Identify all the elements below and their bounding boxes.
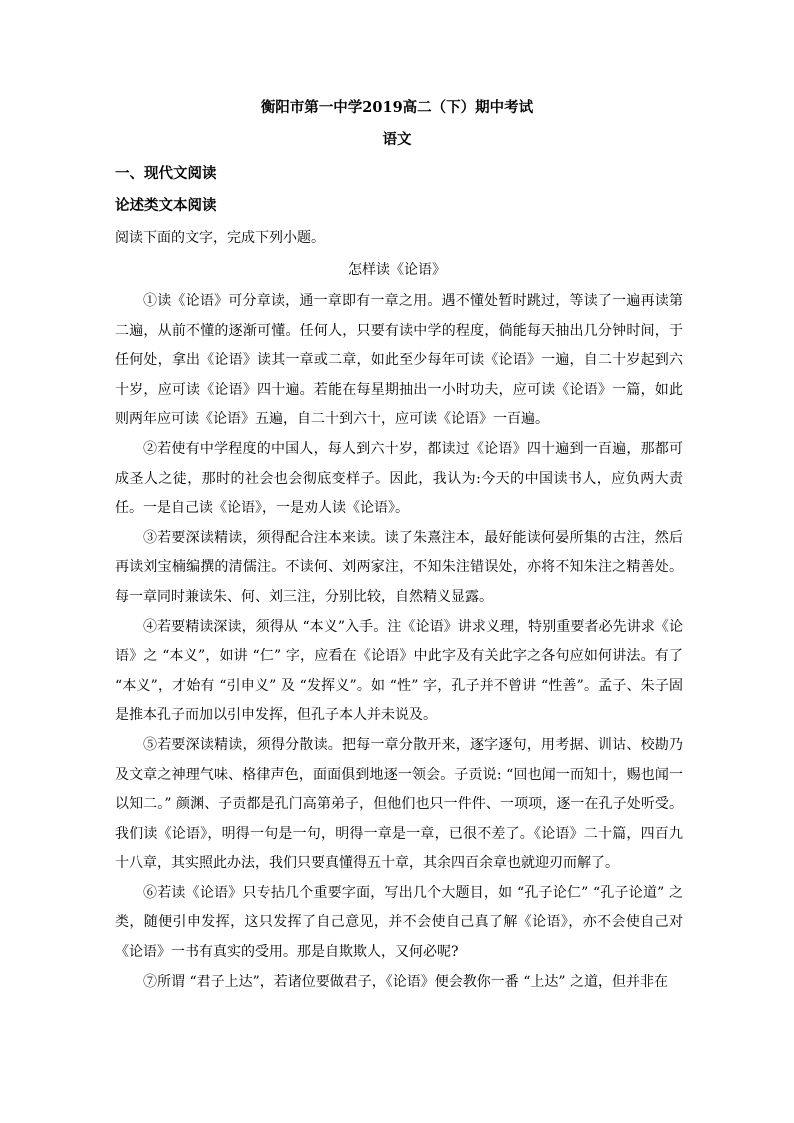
paragraph-6: ⑥若读《论语》只专拈几个重要字面，写出几个大题目，如 “孔子论仁” “孔子论道” 之类，随便引申发挥，这只发挥了自己意见，并不会使自己真了解《论语》，亦不会使自己对《论语》一书有真实的受用。那是自欺欺人，又何必呢? <box>115 884 683 961</box>
essay-body <box>115 287 683 997</box>
section-heading: 一、现代文阅读 <box>115 165 217 182</box>
exam-title: 衡阳市第一中学2019高二（下）期中考试 <box>260 99 534 116</box>
paragraph-3: ③若要深读精读，须得配合注本来读。读了朱熹注本，最好能读何晏所集的古注，然后再读刘宝楠编撰的清儒注。不读何、刘两家注，不知朱注错误处，亦将不知朱注之精善处。每一章同时兼读朱、何、刘三注，分别比较，自然精义显露。 <box>115 529 683 605</box>
essay-title: 怎样读《论语》 <box>348 262 446 278</box>
paragraph-2: ②若使有中学程度的中国人，每人到六十岁，都读过《论语》四十遍到一百遍，那都可成圣人之徒，那时的社会也会彻底变样子。因此，我认为:今天的中国读书人，应负两大责任。一是自己读《论语》，一是劝人读《论语》。 <box>115 440 683 517</box>
reading-instruction: 阅读下面的文字，完成下列小题。 <box>115 230 325 246</box>
paragraph-5: ⑤若要深读精读，须得分散读。把每一章分散开来，逐字逐句，用考据、训诂、校勘乃及文章之神理气味、格律声色，面面俱到地逐一领会。子贡说: “回也闻一而知十，赐也闻一以知二。” 颜渊、子贡都是孔门高第弟子，但他们也只一件件、一项项，逐一在孔子处听受。我们读《论语》，明得一句是一句，明得一章是一章，已很不差了。《论语》二十篇，四百九十八章，其实照此办法，我们只要真懂得五十章，其余四百余章也就迎刃而解了。 <box>115 736 683 872</box>
subsection-heading: 论述类文本阅读 <box>115 197 217 214</box>
exam-subject: 语文 <box>382 131 412 148</box>
paragraph-4: ④若要精读深读，须得从 “本义”入手。注《论语》讲求义理，特别重要者必先讲求《论语》之 “本义”，如讲 “仁” 字，应看在《论语》中此字及有关此字之各句应如何讲法。有了 “本义”，才始有 “引申义” 及 “发挥义”。如 “性” 字，孔子并不曾讲 “性善”。孟子、朱子固是推本孔子而加以引申发挥，但孔子本人并未说及。 <box>115 618 683 724</box>
paragraph-7: ⑦所谓 “君子上达”，若诸位要做君子，《论语》便会教你一番 “上达” 之道，但并非在 <box>143 973 668 990</box>
paragraph-1: ①读《论语》可分章读，通一章即有一章之用。遇不懂处暂时跳过，等读了一遍再读第二遍，从前不懂的逐渐可懂。任何人，只要有读中学的程度，倘能每天抽出几分钟时间，于任何处，拿出《论语》读其一章或二章，如此至少每年可读《论语》一遍，自二十岁起到六十岁，应可读《论语》四十遍。若能在每星期抽出一小时功夫，应可读《论语》一篇，如此则两年应可读《论语》五遍，自二十到六十，应可读《论语》一百遍。 <box>115 293 683 428</box>
